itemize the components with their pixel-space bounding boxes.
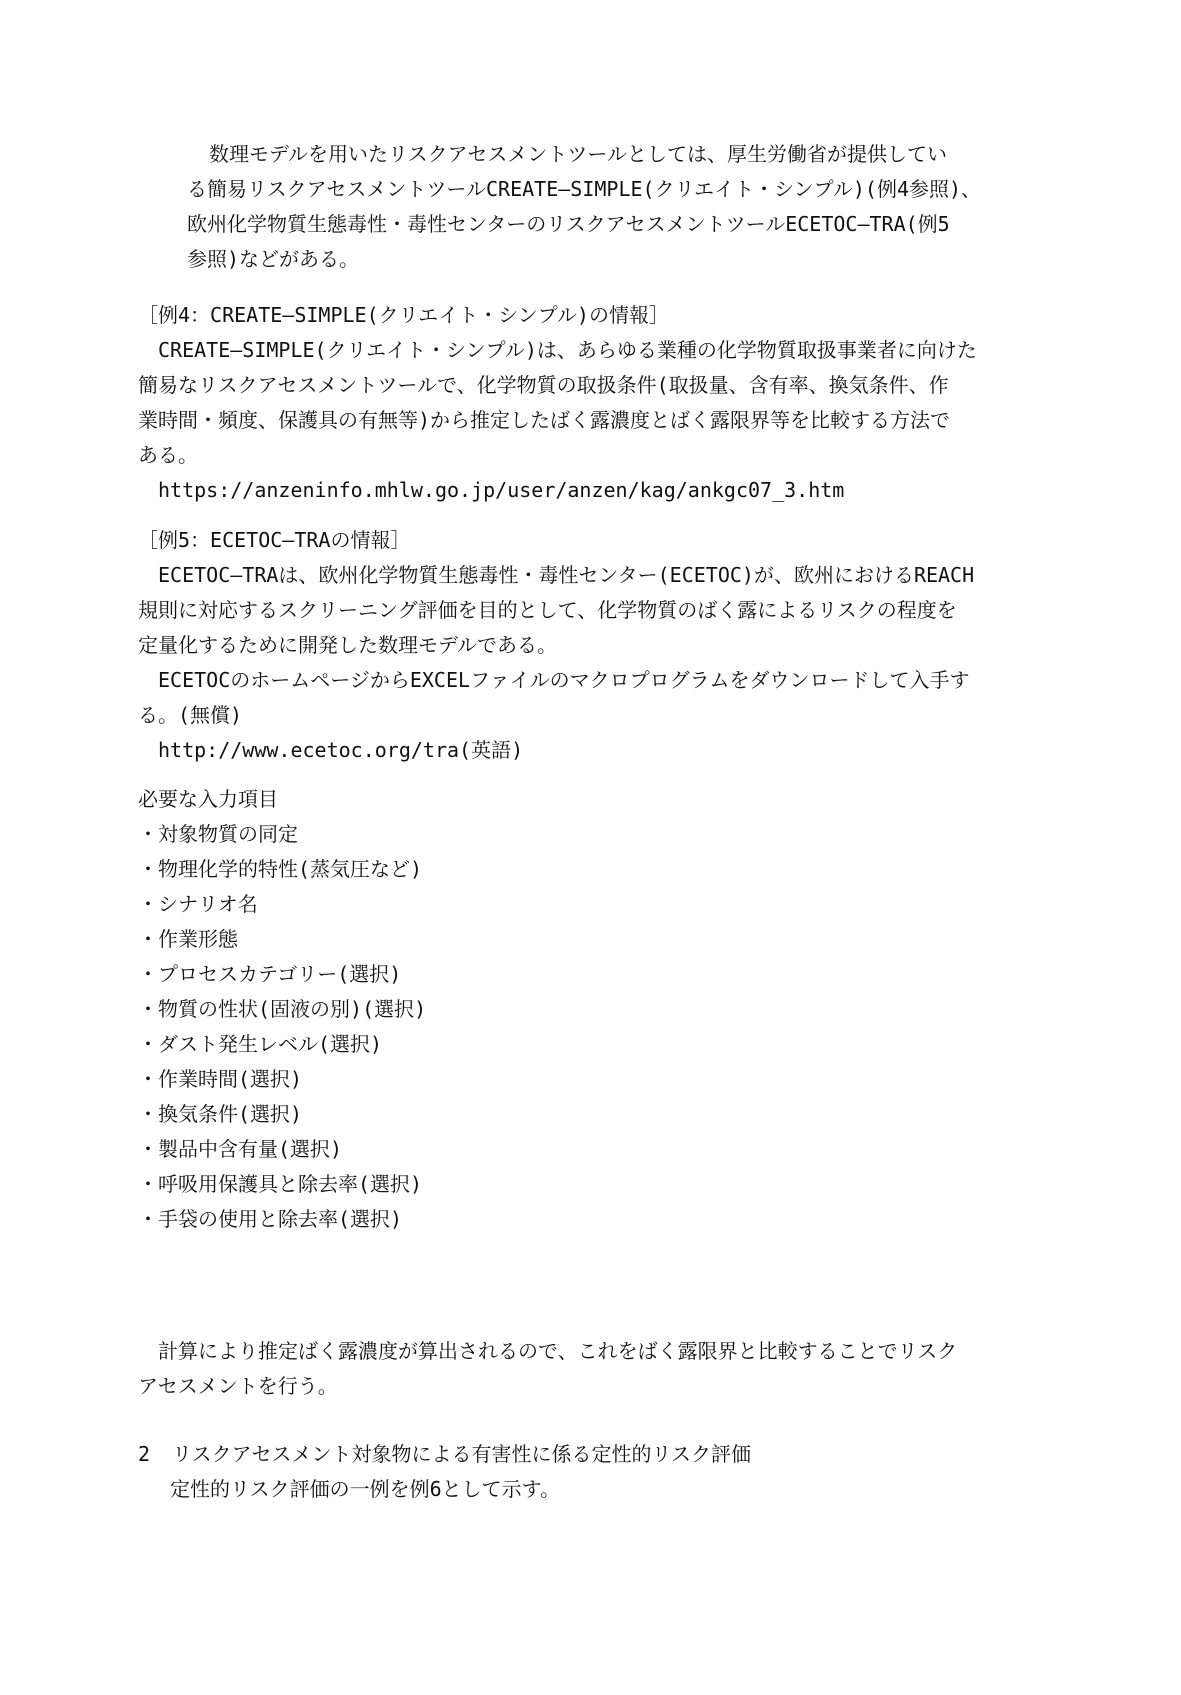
text-line: 簡易なリスクアセスメントツールで、化学物質の取扱条件(取扱量、含有率、換気条件、作 <box>138 373 949 397</box>
example5-heading: ［例5：ECETOC―TRAの情報］ <box>138 528 411 552</box>
input-items-heading: 必要な入力項目 <box>138 787 278 811</box>
section2-body: 定性的リスク評価の一例を例6として示す。 <box>170 1477 561 1501</box>
list-item: ・作業形態 <box>138 927 238 951</box>
input-items-section <box>138 782 998 1237</box>
section2-heading <box>138 1437 998 1472</box>
list-item: ・対象物質の同定 <box>138 822 298 846</box>
example5-section <box>138 523 998 768</box>
example5-url: http://www.ecetoc.org/tra(英語) <box>158 738 524 762</box>
example4-heading: ［例4：CREATE―SIMPLE(クリエイト・シンプル)の情報］ <box>138 303 669 327</box>
example4-section <box>138 298 998 508</box>
text-line: 定量化するために開発した数理モデルである。 <box>138 633 557 657</box>
text-line: ある。 <box>138 443 198 467</box>
list-item: ・シナリオ名 <box>138 892 258 916</box>
text-line: ECETOC―TRAは、欧州化学物質生態毒性・毒性センター(ECETOC)が、欧州におけるREACH <box>158 563 975 587</box>
list-item: ・呼吸用保護具と除去率(選択) <box>138 1172 423 1196</box>
input-items-list <box>138 817 998 1237</box>
text-line: 計算により推定ばく露濃度が算出されるので、これをばく露限界と比較することでリスク <box>158 1339 958 1363</box>
text-line: 欧州化学物質生態毒性・毒性センターのリスクアセスメントツールECETOC―TRA(例5 <box>187 212 950 236</box>
list-item: ・換気条件(選択) <box>138 1102 303 1126</box>
list-item: ・プロセスカテゴリー(選択) <box>138 962 402 986</box>
text-line: る。(無償) <box>138 703 243 727</box>
calculation-paragraph <box>138 1334 998 1404</box>
text-line: る簡易リスクアセスメントツールCREATE―SIMPLE(クリエイト・シンプル)(例4参照)、 <box>187 177 982 201</box>
text-line: 参照)などがある。 <box>187 247 360 271</box>
section2-number: 2 <box>138 1442 151 1466</box>
list-item: ・製品中含有量(選択) <box>138 1137 343 1161</box>
text-line: 規則に対応するスクリーニング評価を目的として、化学物質のばく露によるリスクの程度を <box>138 598 957 622</box>
section2 <box>138 1437 998 1507</box>
example4-url: https://anzeninfo.mhlw.go.jp/user/anzen/kag/ankgc07_3.htm <box>158 478 845 502</box>
list-item: ・手袋の使用と除去率(選択) <box>138 1207 403 1231</box>
section2-title: リスクアセスメント対象物による有害性に係る定性的リスク評価 <box>172 1442 752 1466</box>
text-line: 数理モデルを用いたリスクアセスメントツールとしては、厚生労働省が提供してい <box>209 142 947 166</box>
text-line: CREATE―SIMPLE(クリエイト・シンプル)は、あらゆる業種の化学物質取扱事業者に向けた <box>158 338 977 362</box>
list-item: ・ダスト発生レベル(選択) <box>138 1032 383 1056</box>
text-line: 業時間・頻度、保護具の有無等)から推定したばく露濃度とばく露限界等を比較する方法で <box>138 408 951 432</box>
list-item: ・物理化学的特性(蒸気圧など) <box>138 857 423 881</box>
intro-paragraph <box>187 137 987 277</box>
list-item: ・物質の性状(固液の別)(選択) <box>138 997 427 1021</box>
text-line: アセスメントを行う。 <box>138 1374 338 1398</box>
list-item: ・作業時間(選択) <box>138 1067 303 1091</box>
text-line: ECETOCのホームページからEXCELファイルのマクロプログラムをダウンロードして入手す <box>158 668 970 692</box>
